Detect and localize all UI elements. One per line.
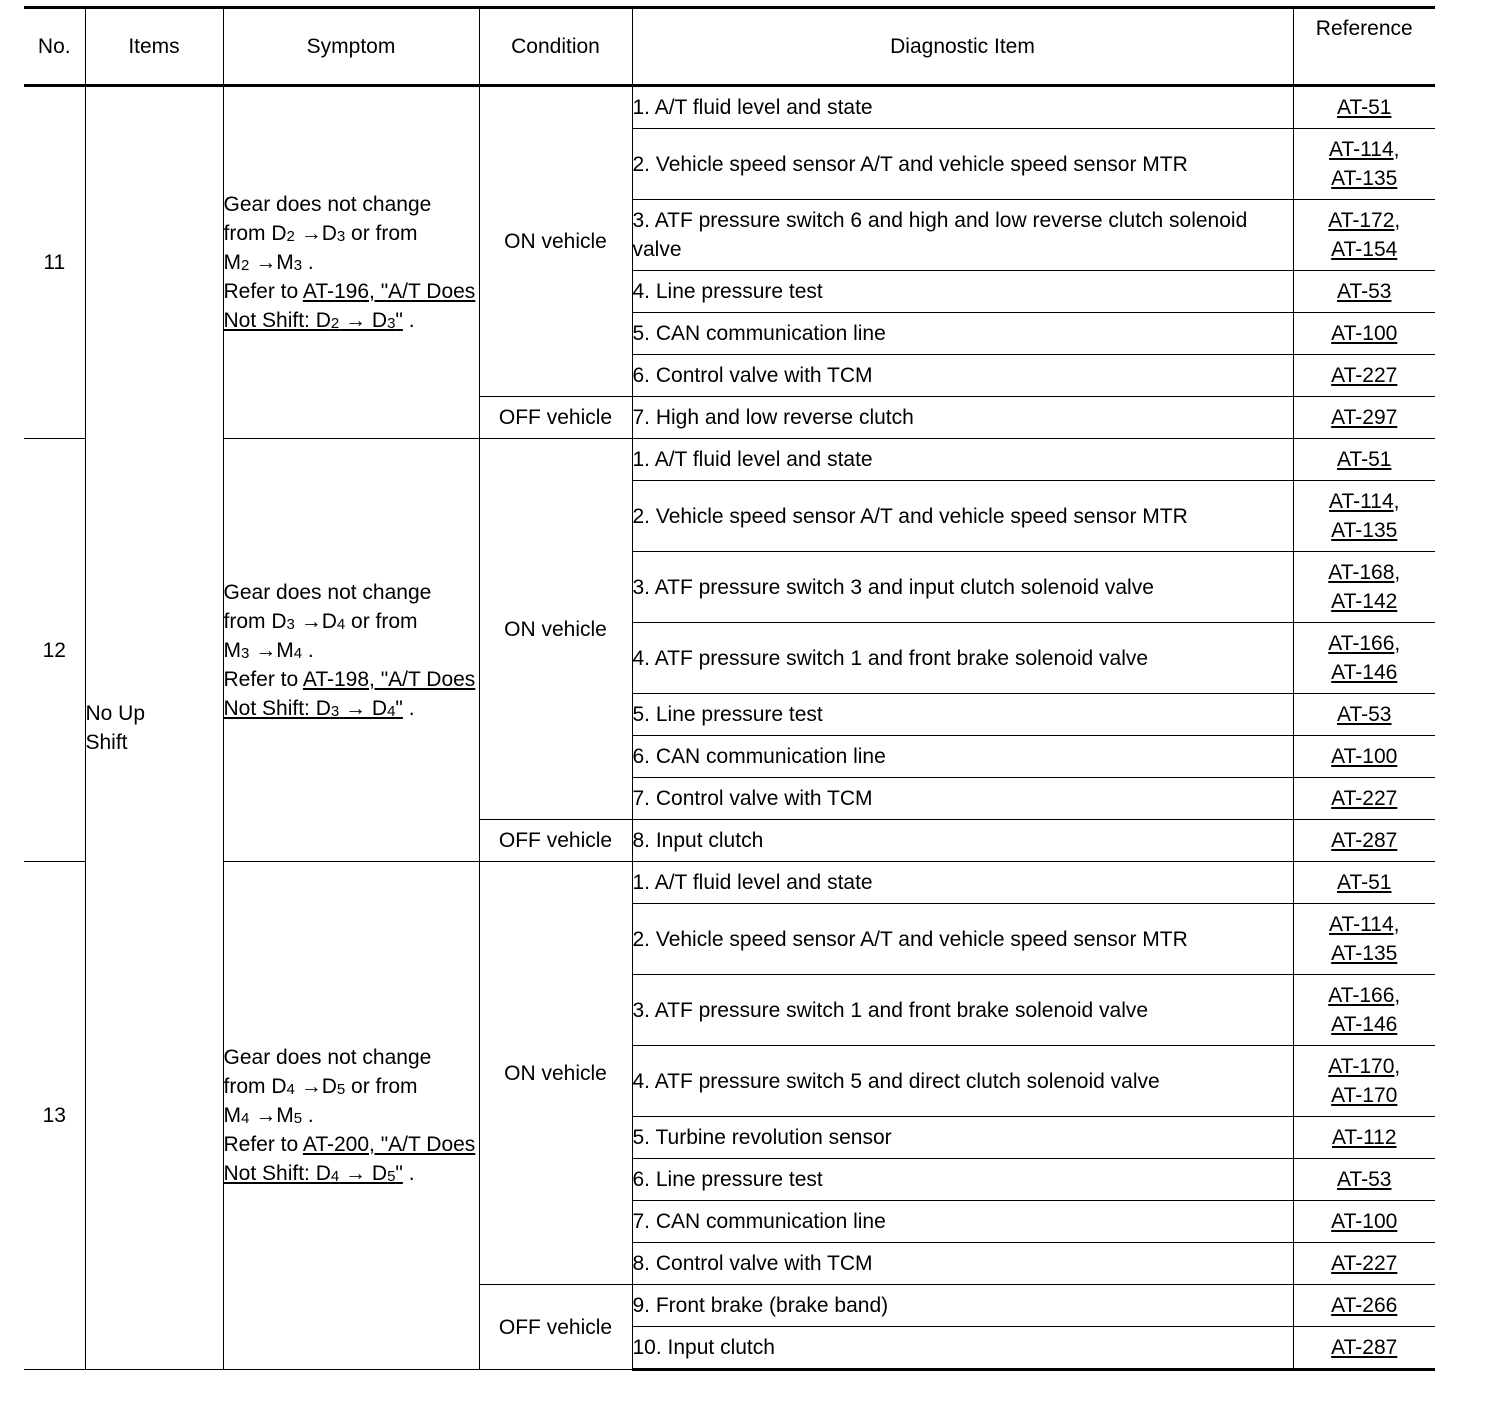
symptom-line: Gear does not change (223, 1046, 432, 1069)
symptom-text: M (276, 1104, 294, 1127)
row-number: 12 (24, 439, 85, 862)
reference-link[interactable]: AT-51 (1337, 871, 1392, 894)
reference-link[interactable]: AT-170 (1328, 1055, 1395, 1078)
reference-cell (1293, 778, 1435, 820)
reference-separator: , (1394, 632, 1401, 655)
diagnostic-item: 6. CAN communication line (632, 736, 1293, 778)
reference-separator: , (1394, 209, 1401, 232)
reference-cell (1293, 552, 1435, 623)
symptom-text: M (223, 251, 241, 274)
link-text: AT-200, "A/T Does Not Shift: D (223, 1133, 476, 1185)
header-reference: Reference (1293, 8, 1435, 86)
refer-prefix: Refer to (223, 667, 303, 691)
reference-link[interactable]: AT-100 (1331, 322, 1398, 345)
diagnostic-item: 1. A/T fluid level and state (632, 439, 1293, 481)
arrow-icon: → (255, 251, 277, 274)
header-row (24, 8, 1435, 86)
diagnostic-item: 8. Control valve with TCM (632, 1243, 1293, 1285)
reference-link[interactable]: AT-227 (1331, 1252, 1398, 1275)
diagnostic-item: 7. Control valve with TCM (632, 778, 1293, 820)
symptom-text: D (321, 609, 337, 633)
symptom-text: or from (345, 1075, 418, 1098)
diagnostic-item: 5. CAN communication line (632, 313, 1293, 355)
reference-link[interactable]: AT-172 (1328, 209, 1395, 232)
diagnostic-item: 3. ATF pressure switch 1 and front brake solenoid valve (632, 975, 1293, 1046)
link-text: D (366, 696, 388, 720)
diagnostic-item: 9. Front brake (brake band) (632, 1285, 1293, 1327)
link-text: " (395, 696, 403, 720)
diagnostic-item: 4. ATF pressure switch 1 and front brake solenoid valve (632, 623, 1293, 694)
reference-cell (1293, 820, 1435, 862)
reference-link[interactable]: AT-114 (1329, 490, 1394, 513)
reference-link[interactable]: AT-51 (1337, 96, 1392, 119)
gear-subscript: 4 (293, 644, 303, 662)
reference-cell (1293, 86, 1435, 129)
reference-separator: , (1394, 984, 1401, 1007)
reference-cell (1293, 1117, 1435, 1159)
symptom-line: Gear does not change (223, 193, 432, 216)
gear-subscript: 4 (241, 1110, 250, 1127)
header-symptom: Symptom (223, 8, 479, 86)
diagnostic-item: 6. Line pressure test (632, 1159, 1293, 1201)
symptom-text: from D (223, 609, 287, 633)
reference-link[interactable]: AT-170 (1331, 1084, 1398, 1107)
reference-link[interactable]: AT-51 (1337, 448, 1392, 471)
reference-link[interactable]: AT-266 (1331, 1294, 1398, 1317)
reference-separator: , (1394, 1055, 1401, 1078)
diagnostic-item: 3. ATF pressure switch 6 and high and low reverse clutch solenoid valve (632, 200, 1293, 271)
symptom-text: M (223, 1104, 241, 1127)
link-text: AT-196, "A/T Does Not Shift: D (223, 280, 476, 332)
link-text: D (366, 1162, 388, 1185)
gear-subscript: 3 (330, 702, 340, 720)
gear-subscript: 2 (286, 228, 295, 245)
reference-cell (1293, 1285, 1435, 1327)
arrow-icon: → (339, 696, 367, 720)
reference-link[interactable]: AT-135 (1331, 942, 1398, 965)
symptom-text: or from (345, 609, 418, 633)
reference-link[interactable]: AT-114 (1329, 913, 1394, 936)
reference-separator: , (1393, 490, 1400, 513)
reference-link[interactable]: AT-146 (1331, 1013, 1398, 1036)
diagnostic-item: 7. High and low reverse clutch (632, 397, 1293, 439)
reference-cell (1293, 623, 1435, 694)
arrow-icon: → (339, 1162, 367, 1185)
symptom-text: from D (223, 1075, 287, 1098)
reference-link[interactable]: AT-112 (1331, 1126, 1397, 1149)
header-diagnostic-item: Diagnostic Item (632, 8, 1293, 86)
reference-link[interactable]: AT-114 (1329, 138, 1394, 161)
reference-link[interactable]: AT-227 (1331, 787, 1398, 810)
reference-link[interactable]: AT-297 (1331, 406, 1398, 429)
symptom-cell (223, 862, 479, 1370)
symptom-text: from D (223, 222, 287, 245)
item-name (85, 86, 223, 1370)
reference-link[interactable]: AT-53 (1337, 280, 1392, 303)
reference-link[interactable]: AT-100 (1331, 1210, 1398, 1233)
link-text: " (395, 1162, 403, 1185)
header-items: Items (85, 8, 223, 86)
symptom-text: . (402, 309, 415, 332)
reference-cell (1293, 129, 1435, 200)
condition-cell: ON vehicle (479, 439, 632, 820)
diagnostic-table (24, 6, 1435, 1371)
diagnostic-item: 4. Line pressure test (632, 271, 1293, 313)
diagnostic-item: 10. Input clutch (632, 1327, 1293, 1370)
arrow-icon: → (255, 638, 277, 662)
symptom-text: . (302, 1104, 314, 1127)
reference-link[interactable]: AT-53 (1337, 703, 1392, 726)
link-text: AT-198, "A/T Does Not Shift: D (223, 667, 476, 720)
reference-cell (1293, 200, 1435, 271)
reference-cell (1293, 397, 1435, 439)
table-body (24, 86, 1435, 1370)
diagnostic-item: 2. Vehicle speed sensor A/T and vehicle speed sensor MTR (632, 904, 1293, 975)
gear-subscript: 3 (241, 644, 250, 662)
reference-link[interactable]: AT-168 (1328, 561, 1395, 584)
reference-separator: , (1393, 913, 1400, 936)
header-no: No. (24, 8, 85, 86)
symptom-text: M (223, 638, 241, 662)
gear-subscript: 3 (286, 615, 295, 633)
arrow-icon: → (255, 1104, 277, 1127)
table-row (24, 439, 1435, 481)
refer-prefix: Refer to (223, 280, 303, 303)
condition-cell: ON vehicle (479, 86, 632, 397)
condition-cell: ON vehicle (479, 862, 632, 1285)
diagnostic-item: 6. Control valve with TCM (632, 355, 1293, 397)
gear-subscript: 4 (387, 702, 396, 720)
symptom-text: . (302, 638, 314, 662)
gear-subscript: 4 (286, 1081, 295, 1098)
reference-cell (1293, 1159, 1435, 1201)
reference-cell (1293, 975, 1435, 1046)
reference-link[interactable]: AT-154 (1331, 238, 1398, 261)
item-name-line: No Up (85, 702, 146, 725)
symptom-cell (223, 86, 479, 439)
header-condition: Condition (479, 8, 632, 86)
refer-prefix: Refer to (223, 1133, 303, 1156)
reference-cell (1293, 1327, 1435, 1370)
row-number: 13 (24, 862, 85, 1370)
reference-cell (1293, 736, 1435, 778)
reference-cell (1293, 694, 1435, 736)
table-row (24, 86, 1435, 129)
diagnostic-item: 2. Vehicle speed sensor A/T and vehicle speed sensor MTR (632, 129, 1293, 200)
arrow-icon: → (339, 309, 367, 332)
gear-subscript: 5 (387, 1168, 396, 1185)
diagnostic-item: 8. Input clutch (632, 820, 1293, 862)
arrow-icon: → (300, 222, 322, 245)
gear-subscript: 3 (336, 228, 346, 245)
symptom-text: M (276, 638, 294, 662)
reference-cell (1293, 271, 1435, 313)
gear-subscript: 2 (241, 257, 250, 274)
reference-cell (1293, 1046, 1435, 1117)
reference-cell (1293, 439, 1435, 481)
gear-subscript: 4 (336, 615, 346, 633)
reference-cell (1293, 355, 1435, 397)
diagnostic-item: 5. Line pressure test (632, 694, 1293, 736)
reference-link[interactable]: AT-135 (1331, 519, 1398, 542)
diagnostic-item: 4. ATF pressure switch 5 and direct clutch solenoid valve (632, 1046, 1293, 1117)
reference-link[interactable]: AT-146 (1331, 661, 1398, 684)
symptom-text: . (302, 251, 314, 274)
symptom-text: . (402, 1162, 415, 1185)
reference-link[interactable]: AT-166 (1328, 984, 1395, 1007)
diagnostic-item: 2. Vehicle speed sensor A/T and vehicle speed sensor MTR (632, 481, 1293, 552)
reference-link[interactable]: AT-135 (1331, 167, 1398, 190)
table-row (24, 862, 1435, 904)
symptom-line: Gear does not change (223, 580, 432, 604)
diagnostic-item: 7. CAN communication line (632, 1201, 1293, 1243)
gear-subscript: 5 (336, 1081, 346, 1098)
diagnostic-item: 5. Turbine revolution sensor (632, 1117, 1293, 1159)
diagnostic-item: 1. A/T fluid level and state (632, 862, 1293, 904)
diagnostic-item: 3. ATF pressure switch 3 and input clutch solenoid valve (632, 552, 1293, 623)
reference-cell (1293, 862, 1435, 904)
gear-subscript: 2 (330, 315, 340, 332)
reference-link[interactable]: AT-53 (1337, 1168, 1392, 1191)
item-name-line: Shift (85, 731, 128, 754)
condition-cell: OFF vehicle (479, 820, 632, 862)
symptom-text: or from (345, 222, 418, 245)
symptom-text: . (402, 696, 415, 720)
arrow-icon: → (300, 609, 322, 633)
link-text: " (395, 309, 403, 332)
symptom-cell (223, 439, 479, 862)
link-text: D (366, 309, 388, 332)
reference-cell (1293, 1201, 1435, 1243)
reference-link[interactable]: AT-287 (1331, 1336, 1398, 1359)
symptom-text: D (321, 222, 337, 245)
reference-cell (1293, 904, 1435, 975)
gear-subscript: 3 (293, 257, 303, 274)
row-number: 11 (24, 86, 85, 439)
gear-subscript: 4 (330, 1168, 340, 1185)
reference-link[interactable]: AT-287 (1331, 829, 1398, 852)
arrow-icon: → (300, 1075, 322, 1098)
reference-cell (1293, 313, 1435, 355)
condition-cell: OFF vehicle (479, 397, 632, 439)
reference-separator: , (1394, 561, 1401, 584)
symptom-text: M (276, 251, 294, 274)
reference-cell (1293, 1243, 1435, 1285)
symptom-text: D (321, 1075, 337, 1098)
condition-cell: OFF vehicle (479, 1285, 632, 1370)
diagnostic-item: 1. A/T fluid level and state (632, 86, 1293, 129)
reference-link[interactable]: AT-100 (1331, 745, 1398, 768)
gear-subscript: 3 (387, 315, 396, 332)
gear-subscript: 5 (293, 1110, 303, 1127)
reference-link[interactable]: AT-227 (1331, 364, 1398, 387)
reference-link[interactable]: AT-142 (1331, 590, 1398, 613)
reference-link[interactable]: AT-166 (1328, 632, 1395, 655)
reference-cell (1293, 481, 1435, 552)
reference-separator: , (1393, 138, 1400, 161)
